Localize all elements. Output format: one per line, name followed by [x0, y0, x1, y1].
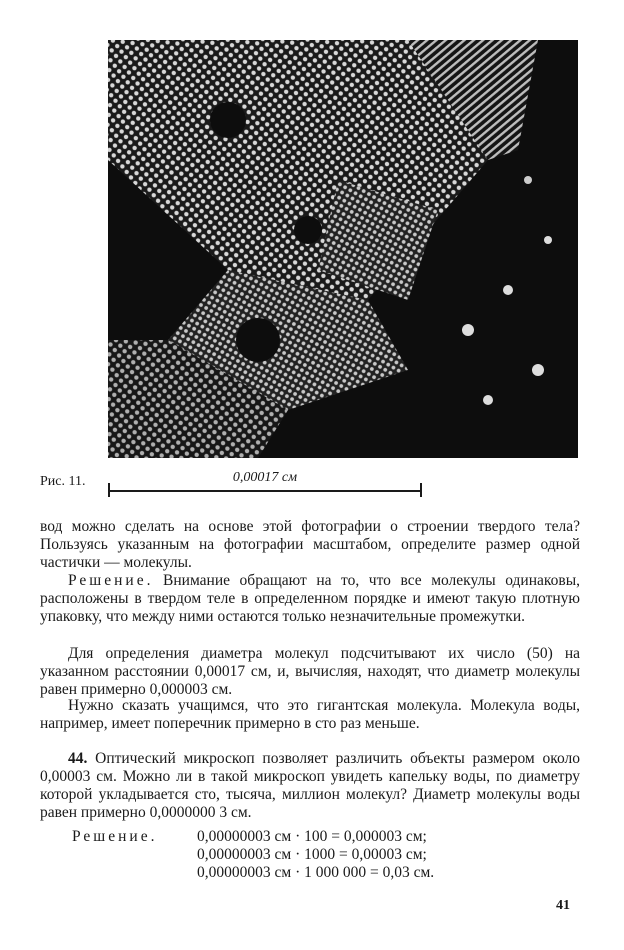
paragraph-2-text: Внимание обращают на то, что все молекулы одинаковы, расположены в твердом теле в определенном порядке и имеют такую плотную упаковку, что между ними остаются только незначительные промежутки. — [40, 572, 581, 625]
paragraph-3 — [40, 645, 580, 699]
solution-heading: Решение. — [72, 828, 158, 845]
photo-texture — [108, 40, 578, 458]
scale-tick-left — [108, 483, 110, 497]
solution-label: Решение. — [68, 572, 154, 589]
solution-line: 0,00000003 см · 100 = 0,000003 см; — [197, 828, 427, 845]
paragraph-1-text: вод можно сделать на основе этой фотографии о строении твердого тела? Пользуясь указанным на фотографии масштабом, определите размер одной частички — молекулы. — [40, 518, 580, 571]
scale-tick-right — [420, 483, 422, 497]
scale-label: 0,00017 см — [232, 470, 298, 485]
solution-lines — [197, 828, 434, 882]
scale-bar — [106, 470, 424, 498]
problem-44 — [40, 750, 580, 822]
scale-line — [108, 490, 422, 492]
molecule-photograph — [108, 40, 578, 458]
paragraph-3-text: Для определения диаметра молекул подсчитывают их число (50) на указанном расстоянии 0,00017 см, и, вычисляя, находят, что диаметр молекулы равен примерно 0,000003 см. — [40, 645, 580, 698]
figure-caption: Рис. 11. — [40, 474, 86, 489]
solution-line: 0,00000003 см · 1 000 000 = 0,03 см. — [197, 864, 435, 881]
paragraph-4-text: Нужно сказать учащимся, что это гигантская молекула. Молекула воды, например, имеет поперечник примерно в сто раз меньше. — [40, 697, 580, 732]
page-number: 41 — [556, 898, 570, 913]
paragraph-2 — [40, 572, 580, 626]
problem-44-text: Оптический микроскоп позволяет различить объекты размером около 0,00003 см. Можно ли в такой микроскоп увидеть капельку воды, по диаметру которой укладывается сто, тысяча, миллион молекул? Диаметр молекулы воды равен примерно 0,0000000 3 см. — [40, 750, 580, 821]
paragraph-4 — [40, 697, 580, 733]
problem-number: 44. — [68, 750, 88, 767]
paragraph-1 — [40, 518, 580, 572]
solution-line: 0,00000003 см · 1000 = 0,00003 см; — [197, 846, 427, 863]
